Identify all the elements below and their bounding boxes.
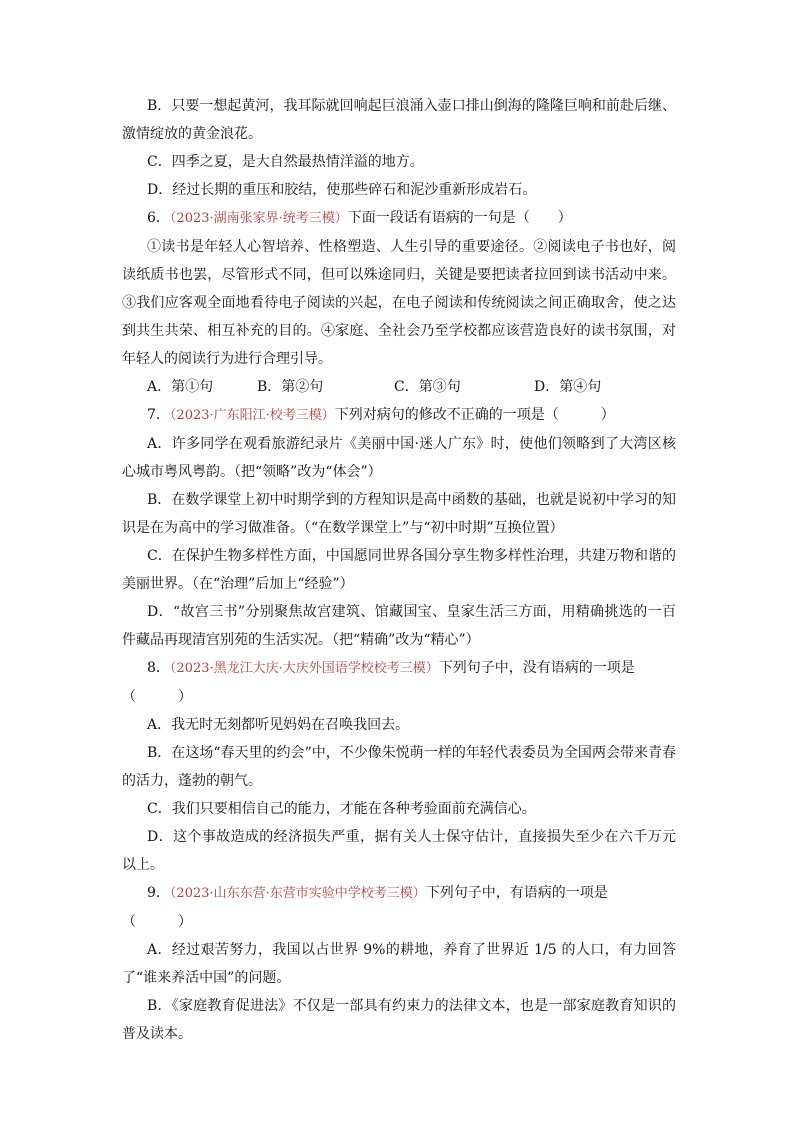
q6-option-b: B．第②句 [257,379,324,395]
q8-header [122,654,676,683]
q8-option-c: C．我们只要相信自己的能力，才能在各种考验面前充满信心。 [147,801,536,817]
question-stem: 下面一段话有语病的一句是（ ） [347,210,572,226]
q8-option-a: A．我无时无刻都听见妈妈在召唤我回去。 [147,717,410,733]
q9-option-a: A．经过艰苦努力，我国以占世界 9%的耕地，养育了世界近 1/5 的人口，有力回答了“谁来养活中国”的问题。 [122,942,676,986]
question-stem: 下列句子中，没有语病的一项是 [438,660,635,676]
q7-option-c: C．在保护生物多样性方面，中国愿同世界各国分享生物多样性治理，共建万物和谐的美丽世界。（在“治理”后加上“经验”） [122,548,676,592]
q8-option-d: D．这个事故造成的经济损失严重，据有关人士保守估计，直接损失至少在六千万元以上。 [122,829,676,873]
q7-option-a: A．许多同学在观看旅游纪录片《美丽中国·迷人广东》时，使他们领略到了大湾区核心城市粤风粤韵。（把“领略”改为“体会”） [122,436,676,480]
q5-option-c: C．四季之夏，是大自然最热情洋溢的地方。 [147,154,424,170]
question-number: 8． [147,660,170,676]
question-source: （2023·山东东营·东营市实验中学校考三模） [169,886,426,901]
question-stem: 下列句子中，有语病的一项是 [425,885,608,901]
q5-option-b: B．只要一想起黄河，我耳际就回响起巨浪涌入壶口排山倒海的隆隆巨响和前赴后继、激情绽放的黄金浪花。 [122,98,676,142]
q9-blank: （ ） [122,914,192,930]
q8-blank: （ ） [122,689,192,705]
question-source: （2023·广东阳江·校考三模） [169,408,335,423]
question-number: 6． [147,210,170,226]
q9-option-b: B．《家庭教育促进法》不仅是一部具有约束力的法律文本，也是一部家庭教育知识的普及读本。 [122,998,676,1042]
q7-option-d: D．“故宫三书”分别聚焦故宫建筑、馆藏国宝、皇家生活三方面，用精确挑选的一百件藏品再现清宫别苑的生活实况。（把“精确”改为“精心”） [122,604,676,648]
q7-option-b: B．在数学课堂上初中时期学到的方程知识是高中函数的基础，也就是说初中学习的知识是在为高中的学习做准备。（“在数学课堂上”与“初中时期”互换位置） [122,492,676,536]
question-source: （2023·黑龙江大庆·大庆外国语学校校考三模） [169,661,439,676]
q7-header [122,401,676,430]
question-number: 9． [147,885,170,901]
q6-passage: ①读书是年轻人心智培养、性格塑造、人生引导的重要途径。②阅读电子书也好，阅读纸质书也罢，尽管形式不同，但可以殊途同归，关键是要把读者拉回到读书活动中来。③我们应客观全面地看待电子阅读的兴起，在电子阅读和传统阅读之间正确取舍，使之达到共生共荣、相互补充的目的。④家庭、全社会乃至学校都应该营造良好的读书氛围，对年轻人的阅读行为进行合理引导。 [122,239,676,367]
q9-header [122,879,676,908]
q5-option-d: D．经过长期的重压和胶结，使那些碎石和泥沙重新形成岩石。 [147,182,537,198]
question-content [122,92,676,1048]
q6-option-c: C．第③句 [394,379,461,395]
question-stem: 下列对病句的修改不正确的一项是（ ） [334,407,615,423]
question-number: 7． [147,407,170,423]
q8-option-b: B．在这场“春天里的约会”中，不少像朱悦萌一样的年轻代表委员为全国两会带来青春的活力，蓬勃的朝气。 [122,745,676,789]
question-source: （2023·湖南张家界·统考三模） [169,211,348,226]
q6-option-d: D．第④句 [534,379,602,395]
q6-options [122,373,676,401]
q6-header [122,204,676,233]
q6-option-a: A．第①句 [147,379,214,395]
